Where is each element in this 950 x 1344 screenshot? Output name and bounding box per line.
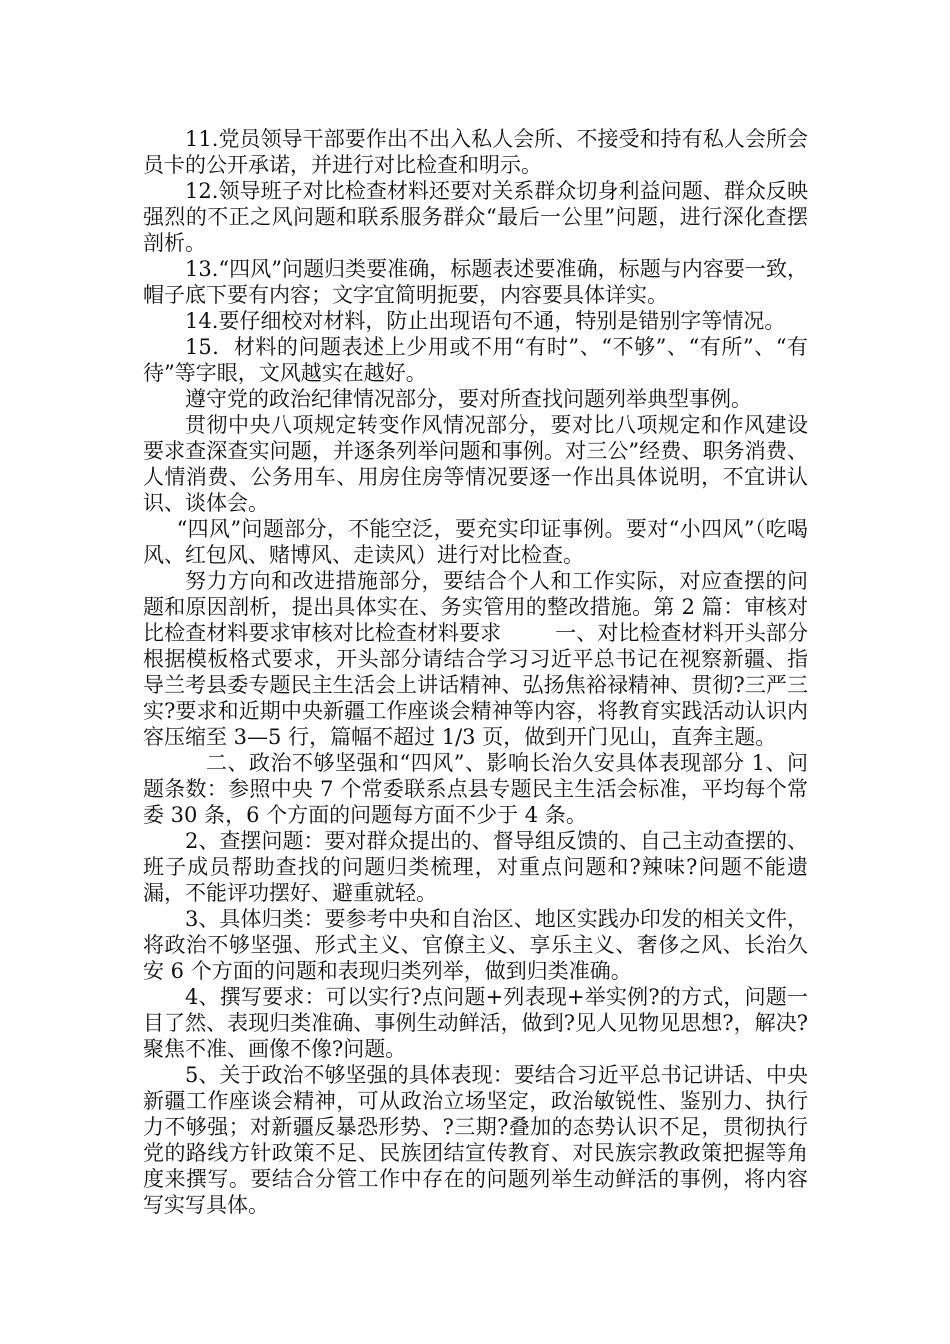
- paragraph-section-two: 二、政治不够坚强和“四风”、影响长治久安具体表现部分 1、问题条数：参照中央 7 个常委联系点县专题民主生活会标准，平均每个常委 30 条，6 个方面的问题每方面不少于 4 条。: [143, 751, 808, 827]
- paragraph-11: 11.党员领导干部要作出不出入私人会所、不接受和持有私人会所会员卡的公开承诺，并进行对比检查和明示。: [143, 127, 808, 177]
- paragraph-12: 12.领导班子对比检查材料还要对关系群众切身利益问题、群众反映强烈的不正之风问题和联系服务群众“最后一公里”问题，进行深化查摆剖析。: [143, 179, 808, 255]
- paragraph-eight-rules: 贯彻中央八项规定转变作风情况部分，要对比八项规定和作风建设要求查深查实问题，并逐条列举问题和事例。对三公”经费、职务消费、人情消费、公务用车、用房住房等情况要逐一作出具体说明，不宜讲认识、谈体会。: [143, 413, 808, 515]
- paragraph-improvement-measures: 努力方向和改进措施部分，要结合个人和工作实际，对应查摆的问题和原因剖析，提出具体实在、务实管用的整改措施。第 2 篇：审核对比检查材料要求审核对比检查材料要求 一、对比检查材料开头部分 根据模板格式要求，开头部分请结合学习习近平总书记在视察新疆、指导兰考县委专题民主生活会上讲话精神、弘扬焦裕禄精神、贯彻?三严三实?要求和近期中央新疆工作座谈会精神等内容，将教育实践活动认识内容压缩至 3—5 行，篇幅不超过 1/3 页，做到开门见山，直奔主题。: [143, 569, 862, 749]
- paragraph-15: 15．材料的问题表述上少用或不用“有时”、“不够”、“有所”、“有待”等字眼，文风越实在越好。: [143, 335, 808, 385]
- paragraph-14: 14.要仔细校对材料，防止出现语句不通，特别是错别字等情况。: [185, 309, 786, 333]
- paragraph-check-problems: 2、查摆问题：要对群众提出的、督导组反馈的、自己主动查摆的、班子成员帮助查找的问题归类梳理，对重点问题和?辣味?问题不能遗漏，不能评功摆好、避重就轻。: [143, 829, 808, 905]
- document-page: [143, 126, 862, 1218]
- paragraph-classification: 3、具体归类：要参考中央和自治区、地区实践办印发的相关文件，将政治不够坚强、形式主义、官僚主义、享乐主义、奢侈之风、长治久安 6 个方面的问题和表现归类列举，做到归类准确。: [143, 907, 808, 983]
- paragraph-political-performance: 5、关于政治不够坚强的具体表现：要结合习近平总书记讲话、中央新疆工作座谈会精神，可从政治立场坚定，政治敏锐性、鉴别力、执行力不够强；对新疆反暴恐形势、?三期?叠加的态势认识不足，贯彻执行党的路线方针政策不足、民族团结宣传教育、对民族宗教政策把握等角度来撰写。要结合分管工作中存在的问题列举生动鲜活的事例，将内容写实写具体。: [143, 1063, 808, 1217]
- paragraph-13: 13.“四风”问题归类要准确，标题表述要准确，标题与内容要一致，帽子底下要有内容；文字宜简明扼要，内容要具体详实。: [143, 257, 808, 307]
- paragraph-political-discipline: 遵守党的政治纪律情况部分，要对所查找问题列举典型事例。: [185, 387, 752, 411]
- paragraph-four-winds: “四风”问题部分，不能空泛，要充实印证事例。要对“小四风”（吃喝风、红包风、赌博风、走读风）进行对比检查。: [143, 517, 808, 567]
- paragraph-writing-requirements: 4、撰写要求：可以实行?点问题+列表现+举实例?的方式，问题一目了然、表现归类准确、事例生动鲜活，做到?见人见物见思想?，解决?聚焦不准、画像不像?问题。: [143, 985, 808, 1061]
